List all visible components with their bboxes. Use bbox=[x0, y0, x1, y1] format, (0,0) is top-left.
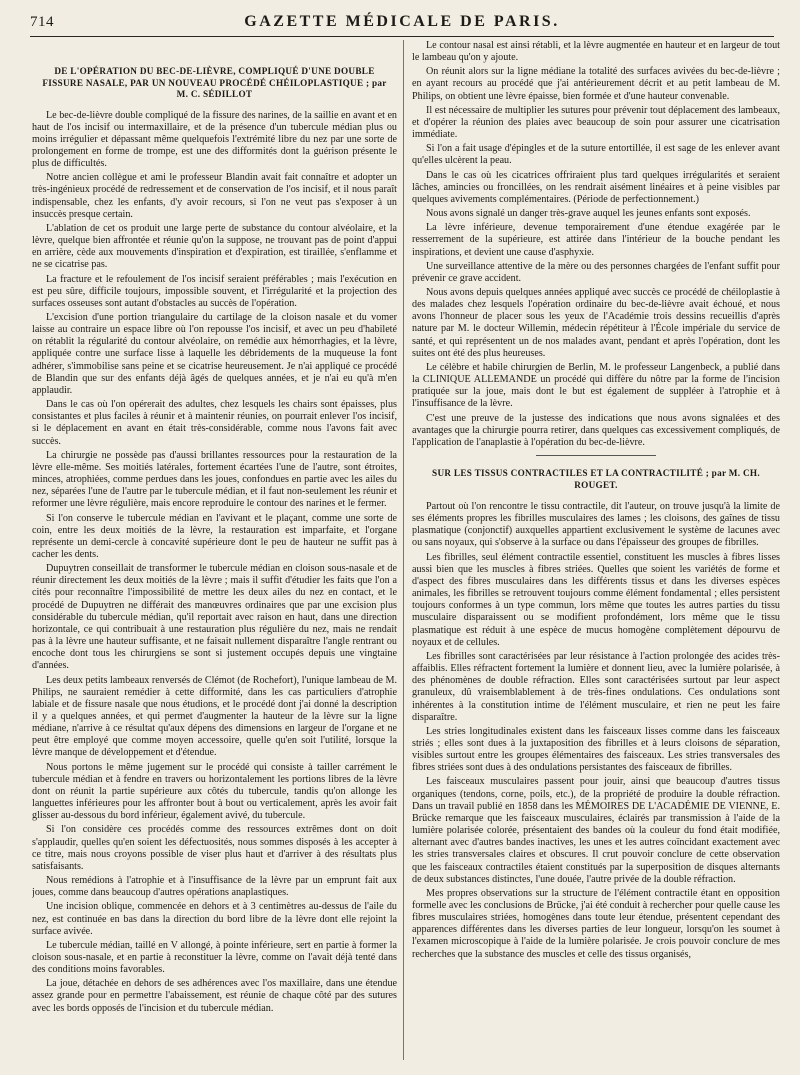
page-number: 714 bbox=[30, 14, 54, 30]
article-separator bbox=[536, 455, 656, 456]
page-header bbox=[30, 12, 774, 37]
article-paragraph: La lèvre inférieure, devenue temporairement d'une étendue exagérée par le resserrement de la supérieure, est attirée dans l'intérieur de la bouche pendant les inspirations, et devient une cause d'asphyxie. bbox=[412, 222, 780, 258]
article-paragraph: L'ablation de cet os produit une large perte de substance du contour alvéolaire, et la lèvre, quelque bien affrontée et réunie qu'on la suppose, ne trouvant pas de point d'appui en arrière, cède aux mouvements d'inspiration et d'expiration, est tiraillée, s'enflamme et ne se cicatrise pas. bbox=[32, 222, 397, 271]
article-paragraph: Les fibrilles sont caractérisées par leur résistance à l'action prolongée des acides très-affaiblis. Elles réfractent fortement la lumière et donnent lieu, avec la lumière polarisée, à des phénomènes de double réfraction. Elles sont caractérisées surtout par leur aspect granuleux, dû vraisemblablement à de très-fines ondulations. Ces ondulations sont inhérentes à la constitution intime de l'élément musculaire, et rien ne peut les faire disparaître. bbox=[412, 650, 780, 723]
article-paragraph: Partout où l'on rencontre le tissu contractile, dit l'auteur, on trouve jusqu'à la limite de ses éléments propres les fibrilles musculaires des lames ; les cloisons, des gaînes de tissu plasmatique (conjonctif) auxquelles appartient exclusivement le système de lacunes avec ou sans noyaux, qui s'observe à la surface ou dans l'épaisseur des groupes de fibrilles. bbox=[412, 501, 780, 549]
column-divider bbox=[403, 40, 404, 1060]
article-title: SUR LES TISSUS CONTRACTILES ET LA CONTRACTILITÉ ; par M. CH. ROUGET. bbox=[432, 468, 760, 490]
article-paragraph: Le tubercule médian, taillé en V allongé, à pointe inférieure, sert en partie à former la cloison sous-nasale, et en partie à reconstituer la lèvre, comme on l'avait déjà tenté dans des conditions moins favorables. bbox=[32, 939, 397, 976]
article-paragraph: La fracture et le refoulement de l'os incisif seraient préférables ; mais l'exécution en est peu sûre, difficile toujours, impossible souvent, et l'irrégularité et la projection des surfaces osseuses sont autant d'obstacles au succès de l'opération. bbox=[32, 273, 397, 309]
article-paragraph: L'excision d'une portion triangulaire du cartilage de la cloison nasale et du vomer laisse au contraire un espace libre où l'on repousse l'os incisif, et avec un peu d'habileté on rétablit la régularité du contour alvéolaire, on remédie aux hémorrhagies, et la lèvre, appliquée contre une surface lisse à laquelle les débridements de la muqueuse la font adhérer, s'immobilise sans peine et se cicatrise heureusement. Je n'ai appliqué ce procédé de Blandin que sur des enfants déjà âgés de quelques années, et je n'ai eu qu'à m'en applaudir. bbox=[32, 312, 397, 396]
article-paragraph: Dans le cas où les cicatrices offriraient plus tard quelques irrégularités et seraient lâches, amincies ou froncillées, on les rendrait aisément linéaires et à peine visibles par quelques avivements complémentaires. (Période de perfectionnement.) bbox=[412, 169, 780, 205]
article-paragraph: Mes propres observations sur la structure de l'élément contractile étant en opposition formelle avec les conclusions de Brücke, j'ai été conduit à rechercher pour quelle cause les fibres musculaires striées, homogènes dans toute leur étendue, présentent cependant des apparences différentes dans les diverses parties de leur longueur, lorsqu'on les soumet à l'examen microscopique à l'aide de la lumière polarisée. Je crois pouvoir conclure de mes recherches que la substance des muscles et celle des tissus organisés, bbox=[412, 887, 780, 960]
article-paragraph: Le bec-de-lièvre double compliqué de la fissure des narines, de la saillie en avant et en haut de l'os incisif ou intermaxillaire, et de la présence d'un tubercule médian plus ou moins irrégulier et dépassant même quelquefois l'extrémité libre du nez par une sorte de prolongement en forme de trompe, est une des difformités dont la guérison présente le plus de difficultés. bbox=[32, 109, 397, 170]
article-paragraph: Les fibrilles, seul élément contractile essentiel, constituent les muscles à fibres lisses aussi bien que les muscles à fibres striées. Quelles que soient les variétés de forme et d'aspect des fibres musculaires dans les différents tissus et dans les diverses espèces animales, les fibrilles se retrouvent toujours comme élément fondamental ; elles persistent toujours conformes à un type commun, lors même que toutes les autres parties du tissu musculaire disparaissent ou se modifient profondément, lors même que le tissu plasmatique est réduit à une espèce de mucus homogène complètement dépourvu de noyaux et de cellules. bbox=[412, 551, 780, 648]
article-paragraph: Dans le cas où l'on opérerait des adultes, chez lesquels les chairs sont épaisses, plus consistantes et plus faciles à réunir et à maintenir réunies, on pourrait enlever l'os incisif, si le déplacement en avant en était très-considérable, comme nous l'avons fait avec succès. bbox=[32, 399, 397, 447]
article-paragraph: La chirurgie ne possède pas d'aussi brillantes ressources pour la restauration de la lèvre elle-même. Ses moitiés latérales, fortement écartées l'une de l'autre, sont étroites, minces, atrophiées, comme perdues dans les joues, confondues en partie avec les ailes du nez, séparées l'une de l'autre par le tubercule médian, et il faut non-seulement les réunir et reformer une lèvre régulière, mais encore reproduire le contour des narines et le fermer. bbox=[32, 449, 397, 510]
article-paragraph: Une surveillance attentive de la mère ou des personnes chargées de l'enfant suffit pour prévenir ce grave accident. bbox=[412, 260, 780, 284]
article-paragraph: Une incision oblique, commencée en dehors et à 3 centimètres au-dessus de l'aile du nez, est continuée en bas dans la direction du bord libre de la lèvre dont elle rejoint la surface avivée. bbox=[32, 901, 397, 937]
left-column bbox=[32, 40, 397, 1065]
article-paragraph: Nous portons le même jugement sur le procédé qui consiste à tailler carrément le tubercule médian et à fendre en travers ou horizontalement les portions libres de la lèvre dont on réunit la partie supérieure aux côtés du tubercule, tandis qu'on allonge les languettes inférieures pour les affronter bout à bout ou verticalement, après les avoir fait glisser au-dessous du bord inférieur, également avivé, du tubercule. bbox=[32, 761, 397, 822]
right-column bbox=[412, 40, 780, 1065]
article-paragraph: La joue, détachée en dehors de ses adhérences avec l'os maxillaire, dans une étendue assez grande pour en permettre l'abaissement, est réunie de chaque côté par des sutures avec les bords opposés de l'incision et du tubercule médian. bbox=[32, 978, 397, 1014]
article-paragraph: C'est une preuve de la justesse des indications que nous avons signalées et des avantages que la chirurgie pourra retirer, dans quelques cas excessivement compliqués, de l'application de l'anaplastie à l'opération du bec-de-lièvre. bbox=[412, 412, 780, 448]
article-paragraph: Si l'on conserve le tubercule médian en l'avivant et le plaçant, comme une sorte de coin, entre les deux moitiés de la lèvre, la restauration est imparfaite, et l'organe représente un demi-cercle à concavité supérieure dont le peu de hauteur ne suffit pas à cacher les dents. bbox=[32, 512, 397, 560]
article-title: DE L'OPÉRATION DU BEC-DE-LIÈVRE, COMPLIQUÉ D'UNE DOUBLE FISSURE NASALE, PAR UN NOUVEAU PROCÉDÉ CHÉILOPLASTIQUE ; par M. C. SÉDILLOT bbox=[42, 66, 387, 99]
article-paragraph: Nous remédions à l'atrophie et à l'insuffisance de la lèvre par un emprunt fait aux joues, comme dans beaucoup d'autres opérations anaplastiques. bbox=[32, 875, 397, 899]
journal-title: GAZETTE MÉDICALE DE PARIS. bbox=[244, 13, 560, 30]
article-paragraph: Les faisceaux musculaires passent pour jouir, ainsi que beaucoup d'autres tissus organiques (tendons, corne, poils, etc.), de la propriété de produire la double réfraction. Dans un travail publié en 1858 dans les MÉMOIRES DE L'ACADÉMIE DE VIENNE, E. Brücke remarque que les faisceaux musculaires, éclairés par transmission à l'aide de la lumière polarisée colorée, présentaient des bandes où la couleur du fond était modifiée, alternant avec d'autres bandes inactives, les unes et les autres coïncidant exactement avec les stries transversales claires et obscures. Il crut pouvoir conclure de cette observation que les faisceaux contractiles étaient constitués par la superposition de disques alternants de deux substances distinctes, l'une douée, l'autre privée de la double réfraction. bbox=[412, 776, 780, 885]
article-paragraph: Dupuytren conseillait de transformer le tubercule médian en cloison sous-nasale et de réunir directement les deux moitiés de la lèvre ; mais il suffit d'étudier les faits que l'on a cités pour reconnaître l'impossibilité de mettre les deux ailes du nez en contact, et le procédé de Dupuytren ne différait des manœuvres ordinaires que par une excision plus considérable du tubercule médian, qu'il reportait avec raison en haut, dans une direction horizontale, ce qui contribuait à une restauration plus régulière du nez, mais ne rendait pas à la lèvre une hauteur suffisante, et ne faisait nullement disparaître l'angle rentrant ou encoche dont tous les chirurgiens se sont si justement occupés depuis une vingtaine d'années. bbox=[32, 563, 397, 672]
article-paragraph: Les stries longitudinales existent dans les faisceaux lisses comme dans les faisceaux striés ; elles sont dues à la juxtaposition des fibrilles et à leurs cloisons de séparation, visibles surtout entre les groupes élémentaires des faisceaux. Les stries transversales des fibres striées sont dues à des ondulations persistantes des faisceaux de fibrilles. bbox=[412, 725, 780, 774]
article-paragraph: Si l'on a fait usage d'épingles et de la suture entortillée, il est sage de les enlever avant qu'elles ulcèrent la peau. bbox=[412, 143, 780, 167]
article-paragraph: Si l'on considère ces procédés comme des ressources extrêmes dont on doit s'applaudir, quelles qu'en soient les défectuosités, nous sommes disposés à les accepter à ce titre, mais nous croyons possible de viser plus haut et d'arriver à des résultats plus satisfaisants. bbox=[32, 824, 397, 872]
article-paragraph: Le célèbre et habile chirurgien de Berlin, M. le professeur Langenbeck, a publié dans la CLINIQUE ALLEMANDE un procédé qui diffère du nôtre par la forme de l'incision pratiquée sur la joue, mais dont le but est également de suppléer à l'atrophie et à l'insuffisance de la lèvre. bbox=[412, 361, 780, 410]
article-paragraph: Le contour nasal est ainsi rétabli, et la lèvre augmentée en hauteur et en largeur de tout le lambeau qu'on y ajoute. bbox=[412, 40, 780, 64]
article-paragraph: On réunit alors sur la ligne médiane la totalité des surfaces avivées du bec-de-lièvre ; en ayant recours au procédé que j'ai antérieurement décrit et au petit lambeau de M. Philips, on obtient une lèvre épaisse, bien formée et d'une hauteur convenable. bbox=[412, 66, 780, 102]
article-paragraph: Nous avons depuis quelques années appliqué avec succès ce procédé de chéiloplastie à des malades chez lesquels l'opération ordinaire du bec-de-lièvre avait échoué, et nous avons l'honneur de placer sous les yeux de l'Académie trois dessins recueillis d'après nature par M. le docteur Willemin, médecin répétiteur à l'École impériale du service de santé, et qui représentent un de nos malades avant, pendant et après l'opération, dont les suites ont été des plus heureuses. bbox=[412, 286, 780, 359]
article-paragraph: Les deux petits lambeaux renversés de Clémot (de Rochefort), l'unique lambeau de M. Philips, ne sauraient remédier à cette difformité, dans les cas particuliers d'atrophie labiale et de fissure nasale que nous étudions, et le procédé dont j'ai donné la description il y a quelques années, et qui permet d'augmenter la hauteur de la lèvre sur la ligne médiane, n'arrive à ce résultat qu'aux dépens des dimensions en largeur de l'organe et ne peut être employé que comme moyen accessoire, quelle qu'en soit l'utilité, lorsque la lèvre manque de développement et d'étendue. bbox=[32, 674, 397, 759]
article-paragraph: Notre ancien collègue et ami le professeur Blandin avait fait connaître et adopter un très-ingénieux procédé de redressement et de conservation de l'os incisif, et il nous paraît indispensable, chez les enfants, d'y avoir recours, si l'on ne veut pas s'exposer à un insuccès presque certain. bbox=[32, 172, 397, 220]
article-paragraph: Il est nécessaire de multiplier les sutures pour prévenir tout déplacement des lambeaux, et d'opérer la réunion des plaies avec beaucoup de soin pour assurer une cicatrisation immédiate. bbox=[412, 104, 780, 141]
article-paragraph: Nous avons signalé un danger très-grave auquel les jeunes enfants sont exposés. bbox=[426, 208, 751, 220]
